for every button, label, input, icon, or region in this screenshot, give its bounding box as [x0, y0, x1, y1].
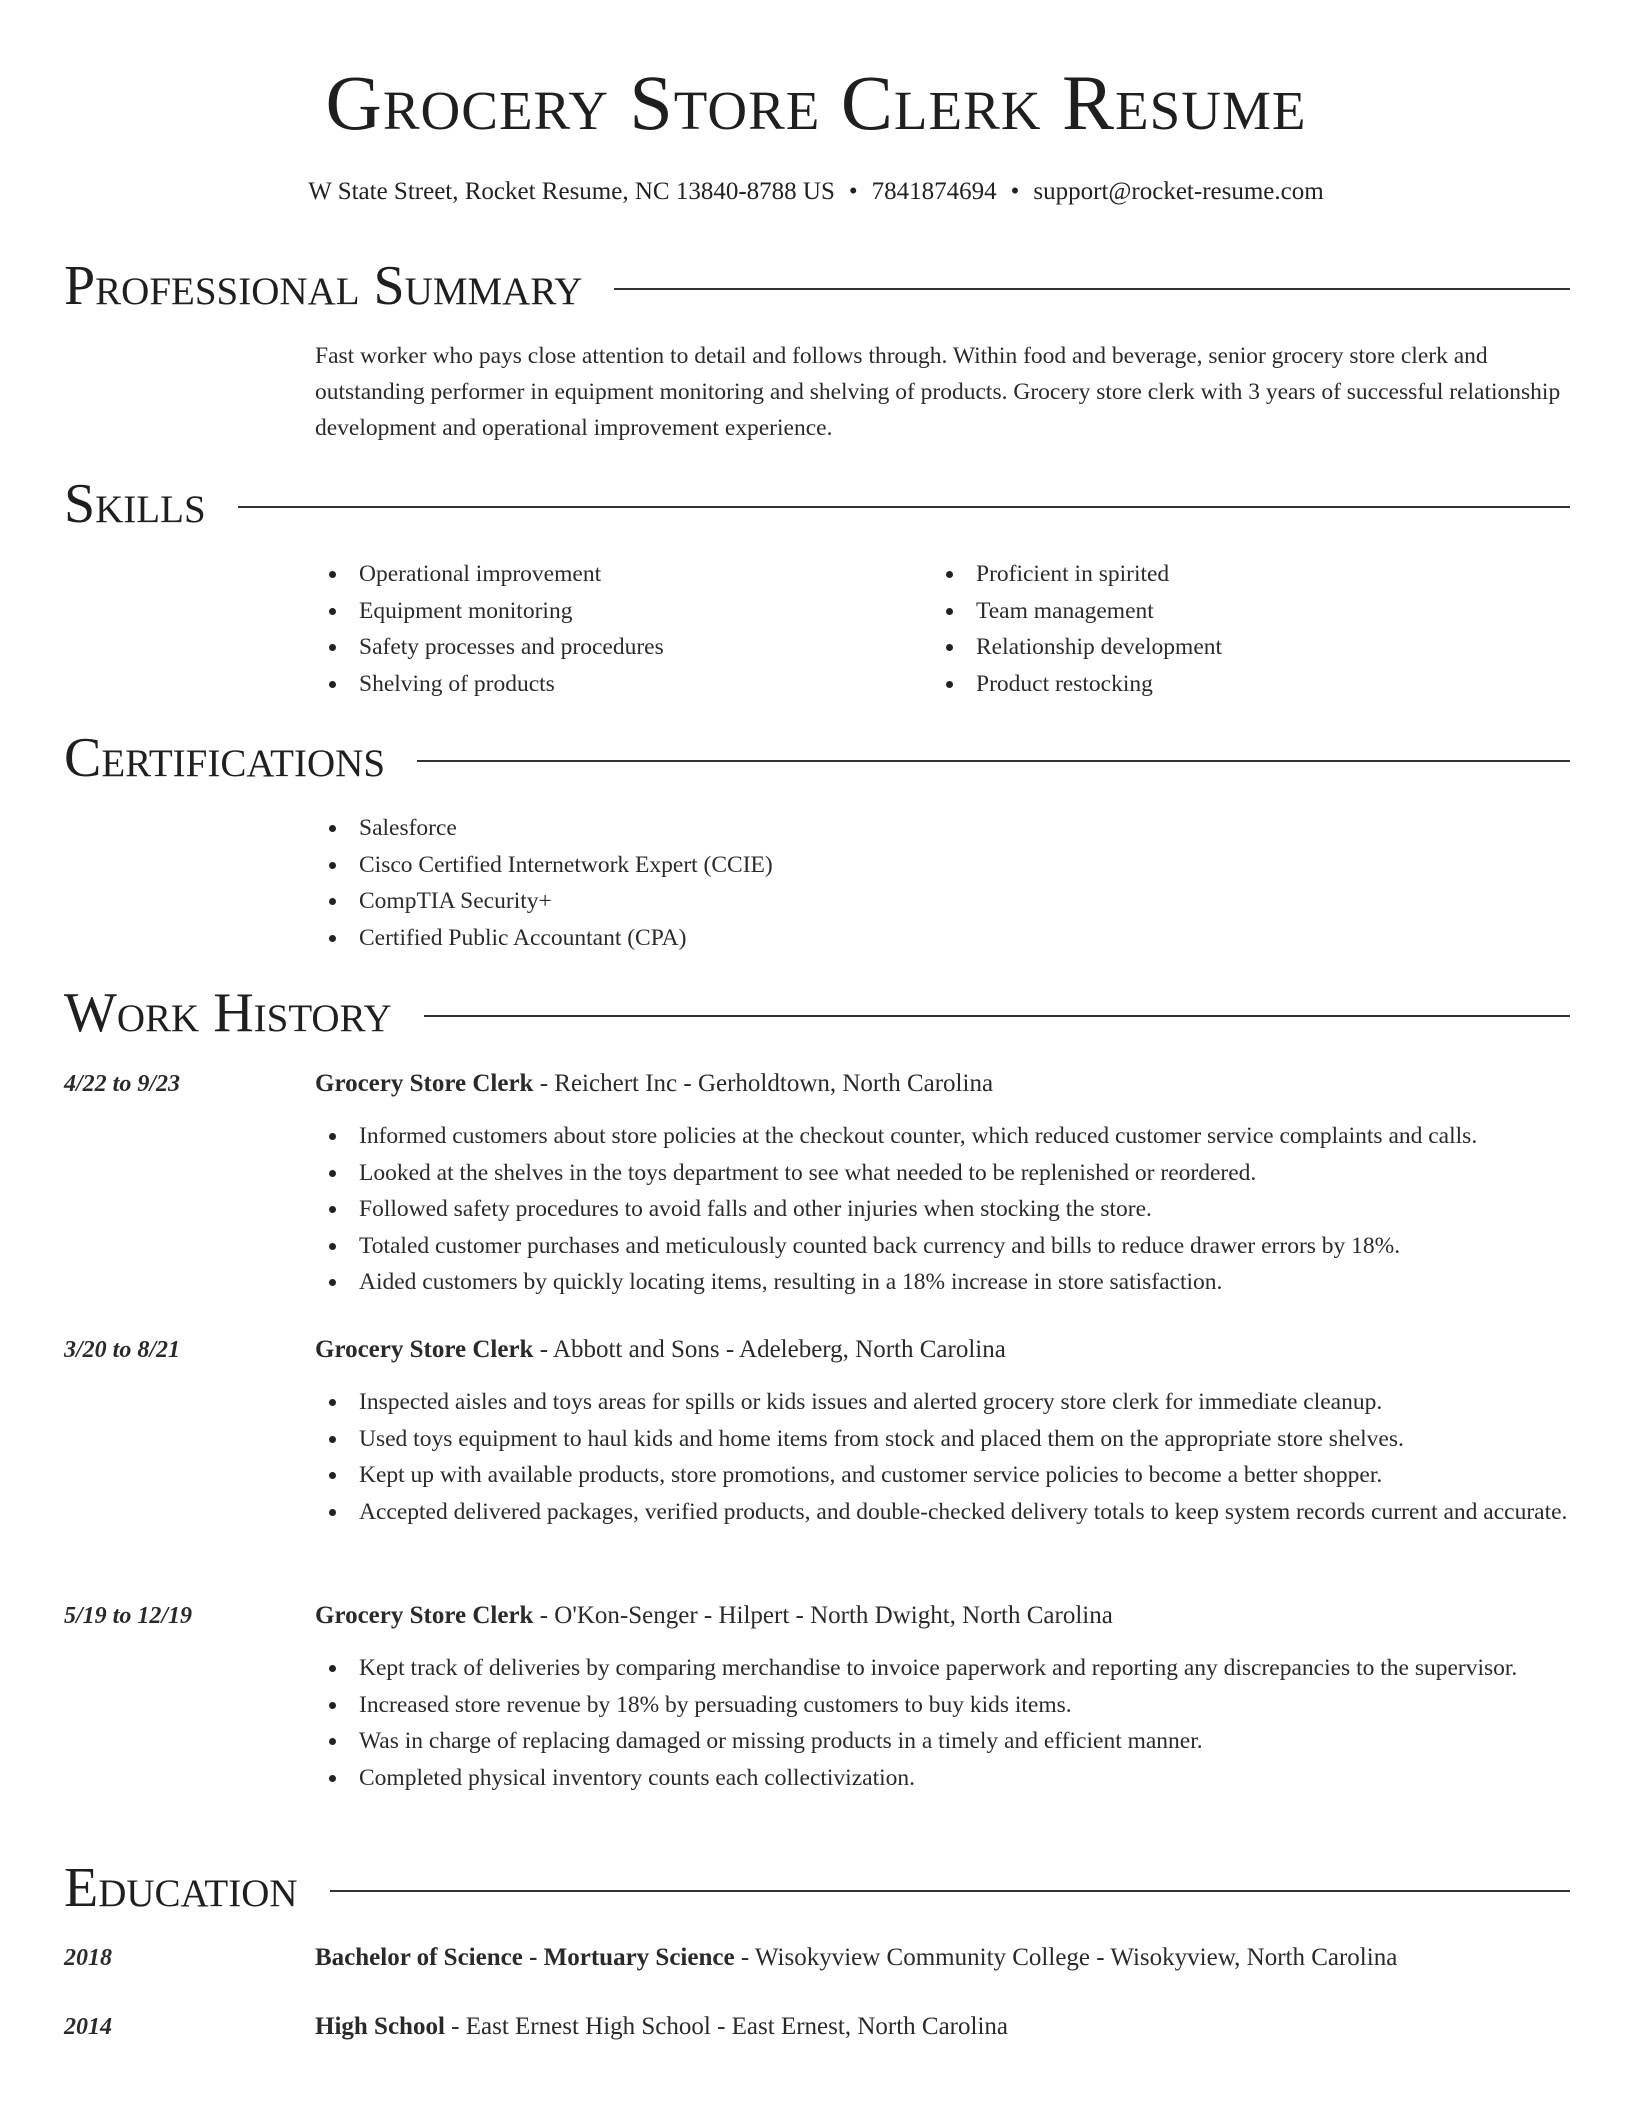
certification-item: Cisco Certified Internetwork Expert (CCIE): [315, 847, 1570, 884]
education-year: 2014: [64, 2014, 112, 2040]
job-bullets: [315, 1118, 1570, 1301]
job-bullet: Looked at the shelves in the toys department to see what needed to be replenished or reordered.: [315, 1155, 1570, 1192]
certification-item: Salesforce: [315, 810, 1570, 847]
job-heading: [315, 1598, 1570, 1634]
job-bullet: Inspected aisles and toys areas for spills or kids issues and alerted grocery store clerk for immediate cleanup.: [315, 1384, 1570, 1421]
skills-heading: Skills: [64, 473, 206, 535]
section-divider: [424, 1015, 1570, 1017]
education-section-heading: [64, 1856, 1570, 1920]
job-employer: - O'Kon-Senger - Hilpert - North Dwight, North Carolina: [533, 1602, 1113, 1629]
section-divider: [614, 288, 1570, 290]
contact-separator: •: [848, 178, 858, 205]
job-bullet: Accepted delivered packages, verified products, and double-checked delivery totals to keep system records current and accurate.: [315, 1494, 1570, 1531]
job-dates: 4/22 to 9/23: [64, 1071, 181, 1097]
certification-item: Certified Public Accountant (CPA): [315, 920, 1570, 957]
work-section-heading: [64, 981, 1570, 1045]
summary-section-heading: [64, 254, 1570, 318]
skill-item: Team management: [932, 593, 1552, 630]
job-dates: 3/20 to 8/21: [64, 1337, 181, 1363]
skill-item: Operational improvement: [315, 556, 915, 593]
education-school: - East Ernest High School - East Ernest, North Carolina: [444, 2013, 1008, 2040]
job-dates: 5/19 to 12/19: [64, 1603, 193, 1629]
section-divider: [417, 760, 1570, 762]
job-bullet: Was in charge of replacing damaged or missing products in a timely and efficient manner.: [315, 1723, 1570, 1760]
section-divider: [238, 506, 1570, 508]
certifications-section-heading: [64, 726, 1570, 790]
job-title: Grocery Store Clerk: [315, 1336, 534, 1363]
job-bullet: Informed customers about store policies at the checkout counter, which reduced customer service complaints and calls.: [315, 1118, 1570, 1155]
contact-separator: •: [1010, 178, 1020, 205]
skill-item: Relationship development: [932, 629, 1552, 666]
job-bullet: Completed physical inventory counts each collectivization.: [315, 1760, 1570, 1797]
job-bullet: Totaled customer purchases and meticulously counted back currency and bills to reduce drawer errors by 18%.: [315, 1228, 1570, 1265]
education-degree: Bachelor of Science - Mortuary Science: [315, 1944, 735, 1971]
job-bullet: Followed safety procedures to avoid falls and other injuries when stocking the store.: [315, 1191, 1570, 1228]
education-entry: [315, 2009, 1570, 2045]
contact-phone: 7841874694: [871, 178, 997, 205]
job-bullets: [315, 1650, 1570, 1796]
skill-item: Shelving of products: [315, 666, 915, 703]
skill-item: Equipment monitoring: [315, 593, 915, 630]
job-bullet: Kept up with available products, store promotions, and customer service policies to become a better shopper.: [315, 1457, 1570, 1494]
summary-text: Fast worker who pays close attention to detail and follows through. Within food and beverage, senior grocery store clerk and outstanding performer in equipment monitoring and shelving of products. Grocery store clerk with 3 years of successful relationship development and operational improvement experience.: [315, 343, 1561, 441]
job-heading: [315, 1332, 1570, 1368]
work-heading: Work History: [64, 982, 392, 1044]
section-divider: [330, 1890, 1570, 1892]
job-bullets: [315, 1384, 1570, 1530]
skill-item: Safety processes and procedures: [315, 629, 915, 666]
skill-item: Proficient in spirited: [932, 556, 1552, 593]
resume-title: Grocery Store Clerk Resume: [325, 59, 1307, 146]
job-title: Grocery Store Clerk: [315, 1070, 534, 1097]
certifications-heading: Certifications: [64, 727, 386, 789]
contact-email: support@rocket-resume.com: [1033, 178, 1324, 205]
skill-item: Product restocking: [932, 666, 1552, 703]
contact-line: [0, 175, 1632, 209]
job-bullet: Used toys equipment to haul kids and home items from stock and placed them on the appropriate store shelves.: [315, 1421, 1570, 1458]
contact-address: W State Street, Rocket Resume, NC 13840-8788 US: [308, 178, 835, 205]
education-entry: [315, 1940, 1570, 1976]
job-bullet: Kept track of deliveries by comparing merchandise to invoice paperwork and reporting any discrepancies to the supervisor.: [315, 1650, 1570, 1687]
job-employer: - Abbott and Sons - Adeleberg, North Carolina: [533, 1336, 1006, 1363]
skills-list-right: [932, 556, 1552, 702]
job-title: Grocery Store Clerk: [315, 1602, 534, 1629]
education-degree: High School: [315, 2013, 445, 2040]
job-bullet: Increased store revenue by 18% by persuading customers to buy kids items.: [315, 1687, 1570, 1724]
skills-section-heading: [64, 472, 1570, 536]
job-employer: - Reichert Inc - Gerholdtown, North Carolina: [533, 1070, 994, 1097]
education-year: 2018: [64, 1945, 112, 1971]
education-heading: Education: [64, 1857, 298, 1919]
job-heading: [315, 1066, 1570, 1102]
education-school: - Wisokyview Community College - Wisokyview, North Carolina: [734, 1944, 1398, 1971]
skills-list-left: [315, 556, 915, 702]
certification-item: CompTIA Security+: [315, 883, 1570, 920]
certifications-list: [315, 810, 1570, 956]
summary-heading: Professional Summary: [64, 255, 583, 317]
job-bullet: Aided customers by quickly locating items, resulting in a 18% increase in store satisfaction.: [315, 1264, 1570, 1301]
